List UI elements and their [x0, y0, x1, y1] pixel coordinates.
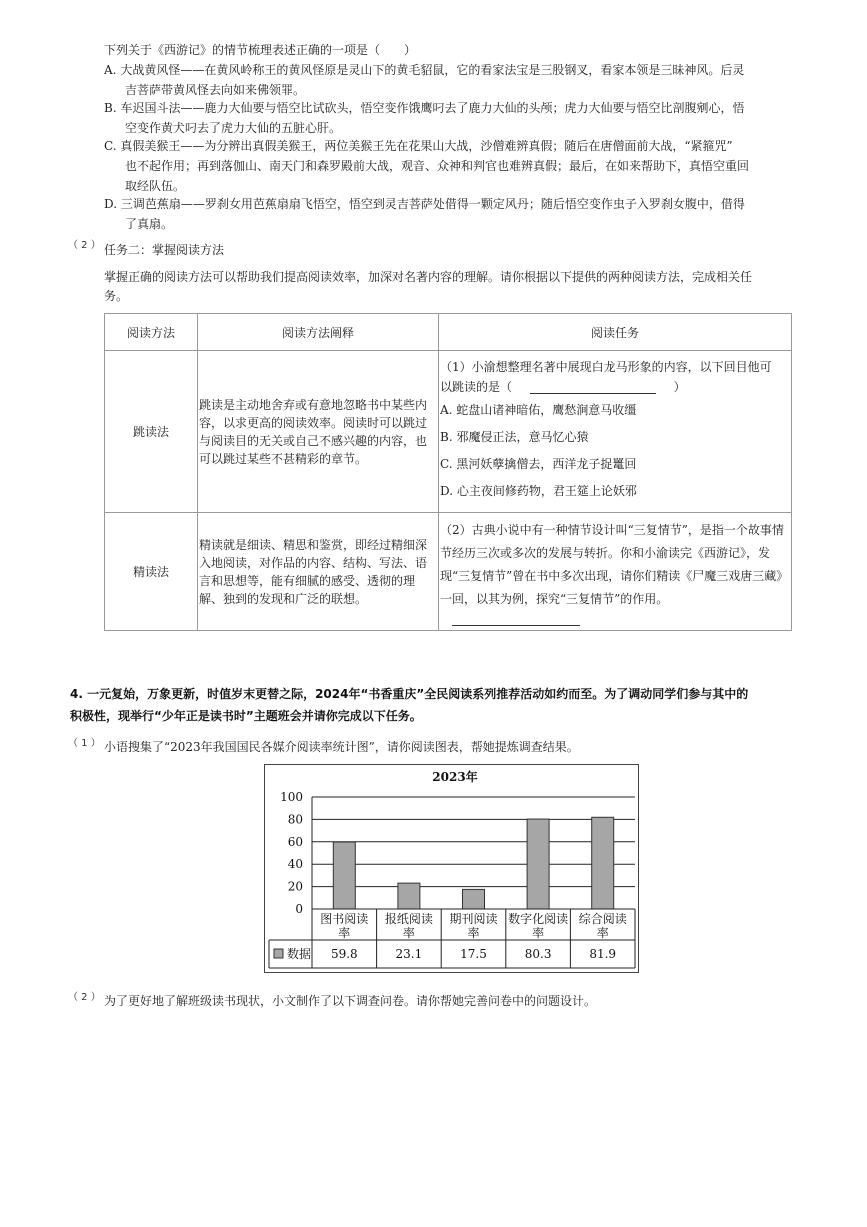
- option-a[interactable]: [104, 60, 796, 100]
- option-d[interactable]: [104, 194, 796, 234]
- question-stem: 下列关于《西游记》的情节梳理表述正确的一项是（ ）: [104, 43, 417, 57]
- option-text-cont: 了真扇。: [125, 217, 174, 231]
- x-category-label: 率: [596, 926, 609, 940]
- sub-question-number: （ 2 ）: [68, 240, 101, 251]
- task-text: （1）小渝想整理名著中展现白龙马形象的内容，以下回目他可: [440, 360, 772, 374]
- x-category-label: 率: [402, 926, 415, 940]
- option-text: 大战黄风怪——在黄风岭称王的黄风怪原是灵山下的黄毛貂鼠，它的看家法宝是三股钢叉，看家本领是三昧神风。后灵: [120, 63, 745, 77]
- y-tick-label: 100: [280, 790, 303, 804]
- data-value-label: 17.5: [460, 947, 487, 961]
- y-tick-label: 0: [295, 902, 303, 916]
- task-option-c[interactable]: C. 黑河妖孽擒僧去，西洋龙子捉鼍回: [440, 457, 637, 471]
- option-letter: C.: [104, 139, 117, 153]
- y-tick-label: 60: [287, 834, 303, 849]
- sub-question-number: （ 2 ）: [68, 992, 101, 1003]
- method-explain: [198, 351, 439, 513]
- x-category-label: 数字化阅读: [508, 912, 569, 926]
- table-row: [105, 513, 792, 631]
- reading-task: [439, 351, 792, 513]
- x-category-label: 报纸阅读: [384, 912, 433, 926]
- x-category-label: 综合阅读: [578, 912, 627, 926]
- x-category-label: 率: [467, 926, 480, 940]
- option-text-cont: 空变作黄犬叼去了虎力大仙的五脏心肝。: [125, 121, 342, 135]
- table-header-row: [105, 314, 792, 351]
- data-table: [269, 909, 635, 968]
- table-header: 阅读方法: [105, 314, 198, 351]
- y-tick-label: 80: [287, 812, 303, 827]
- legend-label: 数据: [287, 947, 312, 961]
- sub-question-intro: 掌握正确的阅读方法可以帮助我们提高阅读效率，加深对名著内容的理解。请你根据以下提供的两种阅读方法，完成相关任: [104, 270, 753, 284]
- legend-swatch: [274, 949, 283, 958]
- bar-chart: [264, 764, 639, 973]
- x-category-label: 率: [532, 926, 545, 940]
- question-4-line: 积极性，现举行“少年正是读书时”主题班会并请你完成以下任务。: [70, 709, 422, 723]
- option-text-cont: 取经队伍。: [125, 179, 186, 193]
- option-letter: D.: [104, 197, 118, 211]
- task-text: ）: [673, 380, 686, 394]
- bar: [592, 817, 614, 909]
- data-value-label: 80.3: [524, 947, 552, 961]
- task-option-a[interactable]: A. 蛇盘山诸神暗佑，鹰愁涧意马收缰: [440, 403, 637, 417]
- data-value-label: 59.8: [330, 947, 358, 961]
- chart-bars: [333, 817, 613, 909]
- method-explain-text: 跳读是主动地舍弃或有意地忽略书中某些内容，以求更高的阅读效率。阅读时可以跳过与阅读目的无关或自己不感兴趣的内容，也可以跳过某些不甚精彩的章节。: [199, 397, 428, 466]
- chart-title: 2023年: [432, 770, 478, 784]
- task-text: （2）古典小说中有一种情节设计叫“三复情节”，是指一个故事情节经历三次或多次的发展与转折。你和小渝读完《西游记》，发现“三复情节”曾在书中多次出现，请你们精读《尸魔三戏唐三藏》一回，以其为例，探究“三复情节”的作用。: [440, 523, 789, 606]
- x-category-label: 图书阅读: [320, 912, 369, 926]
- option-b[interactable]: [104, 98, 796, 138]
- reading-method-table: [104, 313, 792, 631]
- chart-svg: [265, 765, 638, 972]
- option-text: 真假美猴王——为分辨出真假美猴王，两位美猴王先在花果山大战，沙僧难辨真假；随后在唐僧面前大战，“紧箍咒”: [120, 139, 733, 153]
- answer-blank[interactable]: [452, 613, 580, 626]
- method-name: 精读法: [105, 513, 198, 631]
- sub-question-text: 为了更好地了解班级读书现状，小文制作了以下调查问卷。请你帮她完善问卷中的问题设计。: [104, 994, 597, 1008]
- option-letter: A.: [104, 63, 117, 77]
- option-text: 三调芭蕉扇——罗刹女用芭蕉扇扇飞悟空，悟空到灵吉菩萨处借得一颗定风丹；随后悟空变作虫子入罗刹女腹中，借得: [120, 197, 745, 211]
- x-category-label: 率: [338, 926, 351, 940]
- task-text: [440, 377, 790, 397]
- sub-question-text: 小语搜集了“2023年我国国民各媒介阅读率统计图”，请你阅读图表，帮她提炼调查结果。: [104, 740, 579, 754]
- bar: [463, 889, 485, 909]
- data-value-label: 81.9: [589, 947, 617, 961]
- reading-task: [439, 513, 792, 631]
- option-text: 车迟国斗法——鹿力大仙要与悟空比试砍头，悟空变作饿鹰叼去了鹿力大仙的头颅；虎力大仙要与悟空比剖腹剜心，悟: [120, 101, 745, 115]
- y-tick-label: 20: [287, 879, 303, 894]
- y-axis-ticks: [280, 790, 303, 916]
- bar: [398, 883, 420, 909]
- sub-question-intro: 务。: [104, 289, 129, 303]
- method-name: 跳读法: [105, 351, 198, 513]
- table-row: [105, 351, 792, 513]
- bar: [527, 819, 549, 909]
- bar: [333, 842, 355, 909]
- x-category-label: 期刊阅读: [449, 912, 498, 926]
- table-header: 阅读方法阐释: [198, 314, 439, 351]
- option-text-cont: 吉菩萨带黄风怪去向如来佛领罪。: [125, 83, 306, 97]
- method-explain-text: 精读就是细读、精思和鉴赏，即经过精细深入地阅读，对作品的内容、结构、写法、语言和思想等，能有细腻的感受、透彻的理解、独到的发现和广泛的联想。: [199, 537, 428, 606]
- option-c[interactable]: [104, 136, 796, 196]
- data-value-label: 23.1: [395, 947, 423, 961]
- y-tick-label: 40: [287, 857, 303, 872]
- question-4-line: 4. 一元复始，万象更新，时值岁末更替之际，2024年“书香重庆”全民阅读系列推荐活动如约而至。为了调动同学们参与其中的: [70, 687, 749, 701]
- option-text-cont: 也不起作用；再到落伽山、南天门和森罗殿前大战，观音、众神和判官也难辨真假；最后，在如来帮助下，真悟空重回: [125, 159, 750, 173]
- method-explain: [198, 513, 439, 631]
- task-option-b[interactable]: B. 邪魔侵正法，意马忆心猿: [440, 430, 589, 444]
- task-option-d[interactable]: D. 心主夜间修药物，君王筵上论妖邪: [440, 484, 637, 498]
- sub-question-number: （ 1 ）: [68, 738, 101, 749]
- sub-question-title: 任务二：掌握阅读方法: [104, 243, 225, 257]
- option-letter: B.: [104, 101, 117, 115]
- answer-blank[interactable]: [530, 381, 656, 394]
- table-header: 阅读任务: [439, 314, 792, 351]
- task-text: 以跳读的是（: [440, 380, 513, 394]
- question-4-stem: [70, 683, 805, 727]
